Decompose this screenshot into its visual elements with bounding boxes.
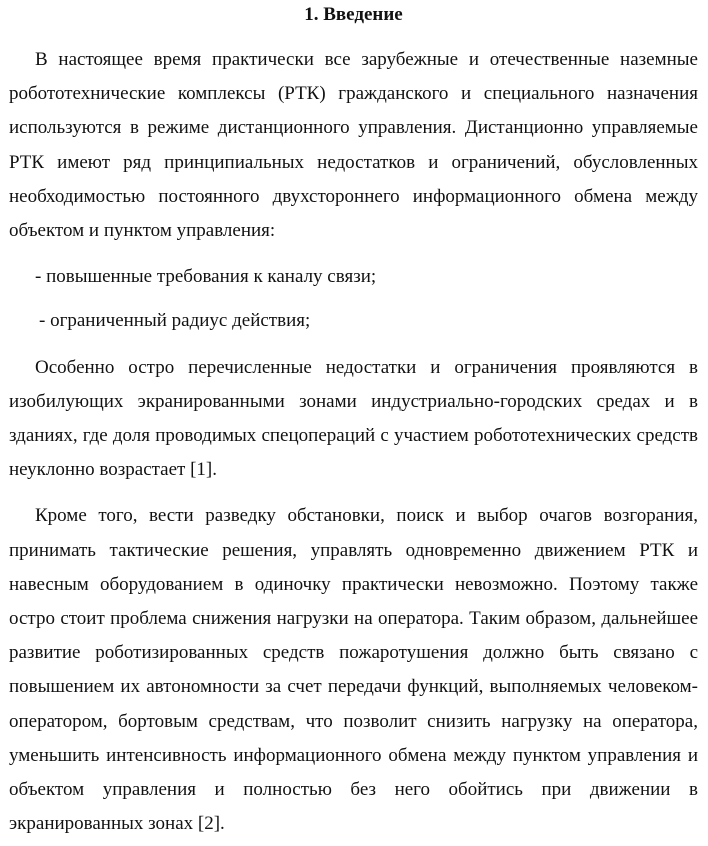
section-heading: 1. Введение <box>304 4 403 25</box>
paragraph-urban-environments: Особенно остро перечисленные недостатки и ограничения проявляются в изобилующих экранированными зонами индустриально-городских средах и в зданиях, где доля проводимых спецопераций с участием робототехнических средств неуклонно возрастает [1]. <box>9 356 698 481</box>
list-item-limited-range: - ограниченный радиус действия; <box>39 310 311 332</box>
list-item-channel-requirements: - повышенные требования к каналу связи; <box>35 266 377 288</box>
paragraph-autonomy: Кроме того, вести разведку обстановки, поиск и выбор очагов возгорания, принимать тактические решения, управлять одновременно движением РТК и навесным оборудованием в одиночку практически невозможно. Поэтому также остро стоит проблема снижения нагрузки на оператора. Таким образом, дальнейшее развитие роботизированных средств пожаротушения должно быть связано с повышением их автономности за счет передачи функций, выполняемых человеком-оператором, бортовым средствам, что позволит снизить нагрузку на оператора, уменьшить интенсивность информационного обмена между пунктом управления и объектом управления и полностью без него обойтись при движении в экранированных зонах [2]. <box>9 505 698 835</box>
paragraph-intro: В настоящее время практически все зарубежные и отечественные наземные робототехнические комплексы (РТК) гражданского и специального назначения используются в режиме дистанционного управления. Дистанционно управляемые РТК имеют ряд принципиальных недостатков и ограничений, обусловленных необходимостью постоянного двухстороннего информационного обмена между объектом и пунктом управления: <box>9 49 698 242</box>
